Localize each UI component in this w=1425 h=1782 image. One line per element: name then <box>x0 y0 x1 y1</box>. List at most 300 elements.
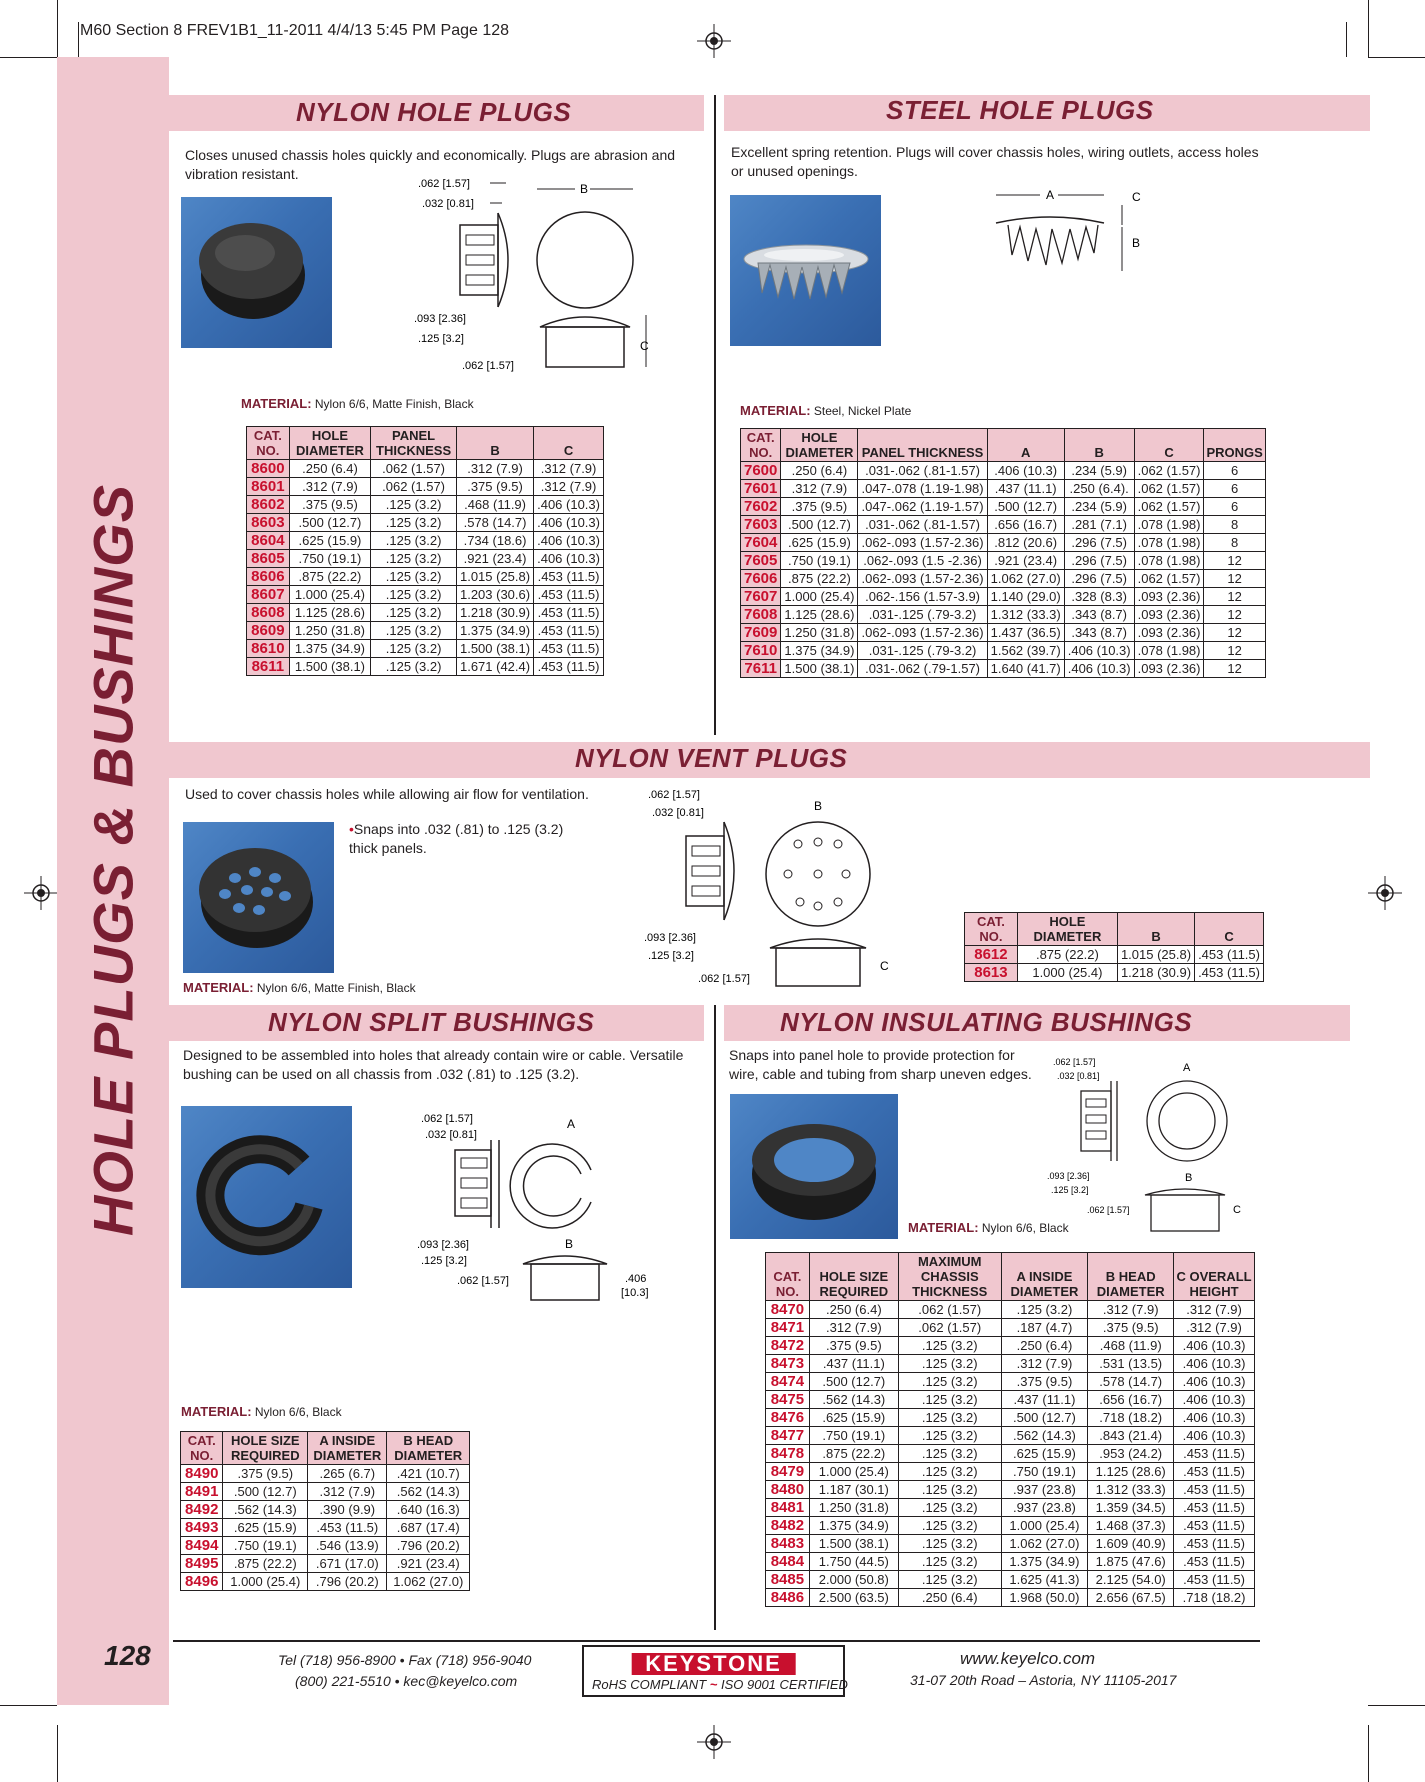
column-header: B HEAD DIAMETER <box>1088 1253 1174 1301</box>
table-cell: .796 (20.2) <box>387 1537 470 1555</box>
table-cell: .750 (19.1) <box>289 550 370 568</box>
table-cell: .312 (7.9) <box>1174 1301 1255 1319</box>
trim-mark <box>1368 57 1425 58</box>
nylon-insulating-bushings-table <box>765 1252 1255 1607</box>
table-cell: .312 (7.9) <box>534 478 604 496</box>
table-cell: .234 (5.9) <box>1064 498 1134 516</box>
address: 31-07 20th Road – Astoria, NY 11105-2017 <box>910 1672 1177 1688</box>
vent-plug-diagram <box>640 786 900 996</box>
column-header: C <box>1134 429 1204 462</box>
material-label: MATERIAL: <box>908 1220 979 1235</box>
table-cell: .031-.062 (.81-1.57) <box>858 516 987 534</box>
section-title: NYLON INSULATING BUSHINGS <box>780 1007 1193 1037</box>
table-cell: .437 (11.1) <box>1001 1391 1088 1409</box>
table-row <box>965 946 1264 964</box>
table-cell: 1.218 (30.9) <box>1117 964 1194 982</box>
column-header: C <box>1195 913 1264 946</box>
table-cell: .546 (13.9) <box>308 1537 387 1555</box>
table-cell: .921 (23.4) <box>456 550 533 568</box>
table-cell: 2.656 (67.5) <box>1088 1589 1174 1607</box>
section-title: NYLON HOLE PLUGS <box>296 97 572 127</box>
table-row <box>247 460 604 478</box>
table-cell: .062-.093 (1.57-2.36) <box>858 534 987 552</box>
table-cell: .125 (3.2) <box>371 622 457 640</box>
table-row <box>247 496 604 514</box>
table-cell: .453 (11.5) <box>1174 1553 1255 1571</box>
table-cell: 1.250 (31.8) <box>809 1499 898 1517</box>
steel-hole-plugs-table <box>740 428 1266 678</box>
table-cell: .312 (7.9) <box>1088 1301 1174 1319</box>
table-cell: .125 (3.2) <box>371 586 457 604</box>
cat-number-cell: 8475 <box>766 1391 810 1409</box>
table-cell: .047-.062 (1.19-1.57) <box>858 498 987 516</box>
cat-number-cell: 8608 <box>247 604 290 622</box>
cat-number-cell: 7604 <box>741 534 781 552</box>
table-cell: .500 (12.7) <box>223 1483 308 1501</box>
nylon-hole-plug-diagram <box>410 175 670 385</box>
table-cell: 1.500 (38.1) <box>456 640 533 658</box>
table-cell: .875 (22.2) <box>289 568 370 586</box>
section-title: NYLON VENT PLUGS <box>575 743 848 773</box>
cat-number-cell: 8600 <box>247 460 290 478</box>
cat-number-cell: 8486 <box>766 1589 810 1607</box>
material-note <box>181 1404 342 1419</box>
cat-number-cell: 8485 <box>766 1571 810 1589</box>
cat-number-cell: 8611 <box>247 658 290 676</box>
column-header: CAT. NO. <box>181 1432 223 1465</box>
table-cell: .062 (1.57) <box>1134 498 1204 516</box>
column-divider <box>714 95 716 735</box>
cat-number-cell: 7606 <box>741 570 781 588</box>
table-cell: 1.062 (27.0) <box>387 1573 470 1591</box>
dim-label: .093 [2.36] <box>414 313 466 325</box>
table-cell: .296 (7.5) <box>1064 570 1134 588</box>
trim-mark <box>1368 1725 1369 1782</box>
trim-mark <box>1368 1705 1425 1706</box>
table-cell: .453 (11.5) <box>1174 1445 1255 1463</box>
table-row <box>766 1445 1255 1463</box>
cat-number-cell: 7600 <box>741 462 781 480</box>
table-cell: .312 (7.9) <box>456 460 533 478</box>
table-cell: .093 (2.36) <box>1134 606 1204 624</box>
dim-label: .062 [1.57] <box>462 360 514 372</box>
table-cell: .078 (1.98) <box>1134 642 1204 660</box>
table-cell: .406 (10.3) <box>1174 1373 1255 1391</box>
feature-bullet <box>349 820 589 858</box>
table-cell: .296 (7.5) <box>1064 534 1134 552</box>
table-header-row <box>766 1253 1255 1301</box>
table-cell: 1.375 (34.9) <box>809 1517 898 1535</box>
table-cell: .062-.093 (1.57-2.36) <box>858 570 987 588</box>
cat-number-cell: 7608 <box>741 606 781 624</box>
table-row <box>741 588 1266 606</box>
table-cell: .125 (3.2) <box>898 1355 1001 1373</box>
table-cell: .406 (10.3) <box>534 550 604 568</box>
table-row <box>766 1517 1255 1535</box>
table-cell: 1.000 (25.4) <box>1017 964 1117 982</box>
table-cell: .453 (11.5) <box>1195 964 1264 982</box>
table-cell: .875 (22.2) <box>781 570 858 588</box>
cat-number-cell: 7601 <box>741 480 781 498</box>
cat-number-cell: 8472 <box>766 1337 810 1355</box>
table-cell: 1.203 (30.6) <box>456 586 533 604</box>
logo-box <box>582 1645 848 1697</box>
table-cell: .406 (10.3) <box>534 532 604 550</box>
table-cell: .062 (1.57) <box>1134 480 1204 498</box>
table-cell: .406 (10.3) <box>1174 1391 1255 1409</box>
table-cell: .250 (6.4) <box>289 460 370 478</box>
table-cell: .250 (6.4) <box>809 1301 898 1319</box>
table-cell: .125 (3.2) <box>898 1499 1001 1517</box>
section-description: Used to cover chassis holes while allowing air flow for ventilation. <box>185 786 589 802</box>
cat-number-cell: 8482 <box>766 1517 810 1535</box>
page-number: 128 <box>104 1640 151 1671</box>
table-cell: .062 (1.57) <box>371 478 457 496</box>
table-row <box>741 534 1266 552</box>
table-cell: 12 <box>1204 552 1265 570</box>
dim-label: .093 [2.36] <box>1047 1171 1090 1181</box>
table-row <box>247 568 604 586</box>
table-cell: 1.062 (27.0) <box>1001 1535 1088 1553</box>
table-cell: .406 (10.3) <box>534 514 604 532</box>
table-cell: 1.250 (31.8) <box>289 622 370 640</box>
cat-number-cell: 8473 <box>766 1355 810 1373</box>
column-header: B <box>456 427 533 460</box>
table-cell: .718 (18.2) <box>1174 1589 1255 1607</box>
table-cell: 1.375 (34.9) <box>289 640 370 658</box>
website-link[interactable]: www.keyelco.com <box>960 1649 1096 1668</box>
table-row <box>247 640 604 658</box>
table-cell: 12 <box>1204 642 1265 660</box>
trim-mark <box>1368 0 1369 57</box>
dim-label: B <box>580 182 589 196</box>
table-cell: .062-.093 (1.5 -2.36) <box>858 552 987 570</box>
table-row <box>766 1391 1255 1409</box>
table-cell: .093 (2.36) <box>1134 588 1204 606</box>
table-cell: 1.125 (28.6) <box>1088 1463 1174 1481</box>
table-cell: .453 (11.5) <box>1174 1499 1255 1517</box>
table-cell: .031-.062 (.81-1.57) <box>858 462 987 480</box>
table-cell: .625 (15.9) <box>223 1519 308 1537</box>
table-cell: .437 (11.1) <box>809 1355 898 1373</box>
table-cell: 1.125 (28.6) <box>781 606 858 624</box>
column-header: HOLE DIAMETER <box>781 429 858 462</box>
dim-label: .062 [1.57] <box>1087 1205 1130 1215</box>
registration-mark-icon <box>24 876 58 910</box>
table-cell: .312 (7.9) <box>809 1319 898 1337</box>
dim-label: .062 [1.57] <box>698 973 750 985</box>
table-cell: .062-.156 (1.57-3.9) <box>858 588 987 606</box>
cat-number-cell: 8496 <box>181 1573 223 1591</box>
table-row <box>181 1555 470 1573</box>
table-cell: .125 (3.2) <box>1001 1301 1088 1319</box>
table-cell: .125 (3.2) <box>371 658 457 676</box>
table-cell: .625 (15.9) <box>1001 1445 1088 1463</box>
table-cell: 1.562 (39.7) <box>987 642 1064 660</box>
table-row <box>741 462 1266 480</box>
table-cell: .390 (9.9) <box>308 1501 387 1519</box>
dim-label: C <box>1233 1204 1241 1216</box>
table-cell: .875 (22.2) <box>1017 946 1117 964</box>
cat-number-cell: 8476 <box>766 1409 810 1427</box>
table-row <box>766 1589 1255 1607</box>
table-cell: .453 (11.5) <box>1174 1535 1255 1553</box>
table-cell: .125 (3.2) <box>371 604 457 622</box>
table-cell: .406 (10.3) <box>1174 1409 1255 1427</box>
table-cell: 1.125 (28.6) <box>289 604 370 622</box>
dim-label: .062 [1.57] <box>457 1275 509 1287</box>
cat-number-cell: 8478 <box>766 1445 810 1463</box>
table-cell: .406 (10.3) <box>1064 660 1134 678</box>
cat-number-cell: 8477 <box>766 1427 810 1445</box>
table-cell: 1.625 (41.3) <box>1001 1571 1088 1589</box>
cat-number-cell: 8603 <box>247 514 290 532</box>
trim-mark <box>78 22 79 57</box>
dim-label: B <box>565 1237 574 1251</box>
table-cell: .406 (10.3) <box>1174 1427 1255 1445</box>
table-cell: 1.500 (38.1) <box>781 660 858 678</box>
table-row <box>741 516 1266 534</box>
table-row <box>766 1571 1255 1589</box>
table-cell: 2.000 (50.8) <box>809 1571 898 1589</box>
cat-number-cell: 8495 <box>181 1555 223 1573</box>
table-cell: .250 (6.4). <box>1064 480 1134 498</box>
cat-number-cell: 8470 <box>766 1301 810 1319</box>
table-cell: .625 (15.9) <box>809 1409 898 1427</box>
table-cell: .125 (3.2) <box>371 514 457 532</box>
table-row <box>766 1535 1255 1553</box>
column-header: MAXIMUM CHASSIS THICKNESS <box>898 1253 1001 1301</box>
cat-number-cell: 8605 <box>247 550 290 568</box>
table-row <box>741 552 1266 570</box>
rohs-label: RoHS COMPLIANT <box>592 1677 707 1692</box>
table-cell: .562 (14.3) <box>223 1501 308 1519</box>
table-cell: 6 <box>1204 462 1265 480</box>
table-row <box>181 1573 470 1591</box>
trim-mark <box>1346 22 1347 57</box>
table-cell: .078 (1.98) <box>1134 534 1204 552</box>
dim-label: .032 [0.81] <box>425 1129 477 1141</box>
table-cell: .453 (11.5) <box>1174 1463 1255 1481</box>
table-row <box>766 1499 1255 1517</box>
table-cell: .312 (7.9) <box>781 480 858 498</box>
table-cell: .375 (9.5) <box>781 498 858 516</box>
table-cell: .500 (12.7) <box>1001 1409 1088 1427</box>
dim-label: B <box>814 799 823 813</box>
table-cell: 1.500 (38.1) <box>809 1535 898 1553</box>
table-cell: .031-.125 (.79-3.2) <box>858 606 987 624</box>
table-cell: .265 (6.7) <box>308 1465 387 1483</box>
table-cell: 1.218 (30.9) <box>456 604 533 622</box>
table-cell: .125 (3.2) <box>898 1373 1001 1391</box>
cat-number-cell: 8610 <box>247 640 290 658</box>
material-value: Nylon 6/6, Black <box>981 1221 1069 1235</box>
table-cell: 12 <box>1204 570 1265 588</box>
table-cell: 2.125 (54.0) <box>1088 1571 1174 1589</box>
table-cell: 1.312 (33.3) <box>987 606 1064 624</box>
dim-label: B <box>1132 236 1141 250</box>
column-header: HOLE SIZE REQUIRED <box>223 1432 308 1465</box>
material-label: MATERIAL: <box>740 403 811 418</box>
table-cell: 12 <box>1204 660 1265 678</box>
table-cell: .406 (10.3) <box>534 496 604 514</box>
product-photo <box>181 1106 352 1288</box>
table-cell: 1.187 (30.1) <box>809 1481 898 1499</box>
table-cell: 1.500 (38.1) <box>289 658 370 676</box>
table-cell: .125 (3.2) <box>898 1553 1001 1571</box>
table-header-row <box>181 1432 470 1465</box>
material-note <box>740 403 911 418</box>
table-cell: .328 (8.3) <box>1064 588 1134 606</box>
table-cell: .453 (11.5) <box>534 568 604 586</box>
column-header: PRONGS <box>1204 429 1265 462</box>
cat-number-cell: 8612 <box>965 946 1018 964</box>
table-cell: .062 (1.57) <box>898 1301 1001 1319</box>
table-row <box>181 1501 470 1519</box>
table-cell: .406 (10.3) <box>987 462 1064 480</box>
column-header: A INSIDE DIAMETER <box>308 1432 387 1465</box>
trim-mark <box>0 1705 57 1706</box>
table-row <box>247 550 604 568</box>
table-cell: .453 (11.5) <box>534 604 604 622</box>
cat-number-cell: 8479 <box>766 1463 810 1481</box>
table-header-row <box>247 427 604 460</box>
table-cell: .453 (11.5) <box>1174 1481 1255 1499</box>
steel-hole-plug-diagram <box>990 185 1150 280</box>
nylon-split-bushings-table <box>180 1431 470 1591</box>
cat-number-cell: 8493 <box>181 1519 223 1537</box>
table-cell: .625 (15.9) <box>289 532 370 550</box>
table-cell: 6 <box>1204 480 1265 498</box>
table-cell: 1.000 (25.4) <box>1001 1517 1088 1535</box>
table-cell: .125 (3.2) <box>898 1427 1001 1445</box>
table-cell: .500 (12.7) <box>809 1373 898 1391</box>
cat-number-cell: 8471 <box>766 1319 810 1337</box>
cat-number-cell: 7611 <box>741 660 781 678</box>
table-cell: .437 (11.1) <box>987 480 1064 498</box>
table-row <box>766 1427 1255 1445</box>
table-cell: .500 (12.7) <box>289 514 370 532</box>
table-cell: .375 (9.5) <box>223 1465 308 1483</box>
table-cell: 1.015 (25.8) <box>456 568 533 586</box>
table-cell: .937 (23.8) <box>1001 1499 1088 1517</box>
table-row <box>766 1319 1255 1337</box>
cat-number-cell: 7610 <box>741 642 781 660</box>
table-cell: .734 (18.6) <box>456 532 533 550</box>
table-row <box>741 660 1266 678</box>
table-cell: .312 (7.9) <box>1001 1355 1088 1373</box>
dim-label: B <box>1185 1172 1193 1184</box>
split-bushing-icon <box>181 1106 352 1288</box>
dim-label: .062 [1.57] <box>418 178 470 190</box>
registration-mark-icon <box>1368 876 1402 910</box>
table-cell: 6 <box>1204 498 1265 516</box>
table-row <box>766 1409 1255 1427</box>
table-row <box>741 480 1266 498</box>
cat-number-cell: 7605 <box>741 552 781 570</box>
trim-mark <box>57 1725 58 1782</box>
table-row <box>965 964 1264 982</box>
table-cell: .078 (1.98) <box>1134 552 1204 570</box>
table-row <box>766 1463 1255 1481</box>
table-cell: 12 <box>1204 588 1265 606</box>
table-cell: .453 (11.5) <box>534 640 604 658</box>
table-row <box>181 1519 470 1537</box>
table-cell: .500 (12.7) <box>781 516 858 534</box>
cat-number-cell: 7602 <box>741 498 781 516</box>
dim-label: .125 [3.2] <box>418 333 464 345</box>
table-row <box>247 532 604 550</box>
table-cell: .453 (11.5) <box>1195 946 1264 964</box>
table-cell: .750 (19.1) <box>1001 1463 1088 1481</box>
trim-mark <box>57 0 58 57</box>
table-cell: .343 (8.7) <box>1064 606 1134 624</box>
certifications <box>592 1677 848 1692</box>
table-cell: 1.000 (25.4) <box>781 588 858 606</box>
cat-number-cell: 8491 <box>181 1483 223 1501</box>
material-label: MATERIAL: <box>181 1404 252 1419</box>
table-cell: .812 (20.6) <box>987 534 1064 552</box>
table-cell: .125 (3.2) <box>371 496 457 514</box>
material-note <box>241 396 474 411</box>
table-cell: 1.968 (50.0) <box>1001 1589 1088 1607</box>
dim-label: C <box>640 339 649 353</box>
table-cell: 1.250 (31.8) <box>781 624 858 642</box>
table-cell: .296 (7.5) <box>1064 552 1134 570</box>
table-cell: .312 (7.9) <box>1174 1319 1255 1337</box>
table-row <box>741 606 1266 624</box>
material-note <box>908 1220 1069 1235</box>
table-cell: .453 (11.5) <box>534 622 604 640</box>
table-cell: .406 (10.3) <box>1174 1355 1255 1373</box>
dim-label: .032 [0.81] <box>652 807 704 819</box>
table-cell: .062 (1.57) <box>371 460 457 478</box>
cat-number-cell: 8613 <box>965 964 1018 982</box>
material-value: Nylon 6/6, Matte Finish, Black <box>256 981 416 995</box>
table-row <box>247 586 604 604</box>
dim-label: .093 [2.36] <box>644 932 696 944</box>
table-cell: .125 (3.2) <box>371 568 457 586</box>
table-cell: 1.640 (41.7) <box>987 660 1064 678</box>
table-cell: .125 (3.2) <box>371 532 457 550</box>
dim-label: .062 [1.57] <box>648 789 700 801</box>
table-row <box>766 1553 1255 1571</box>
column-header: HOLE SIZE REQUIRED <box>809 1253 898 1301</box>
column-header: B HEAD DIAMETER <box>387 1432 470 1465</box>
cat-number-cell: 8606 <box>247 568 290 586</box>
material-value: Steel, Nickel Plate <box>813 404 912 418</box>
nylon-hole-plug-icon <box>181 197 332 348</box>
table-cell: .640 (16.3) <box>387 1501 470 1519</box>
bullet-icon: • <box>349 821 354 837</box>
side-title: HOLE PLUGS & BUSHINGS <box>81 483 145 1237</box>
table-cell: .125 (3.2) <box>371 640 457 658</box>
registration-mark-icon <box>697 1725 731 1759</box>
table-cell: .421 (10.7) <box>387 1465 470 1483</box>
table-cell: .125 (3.2) <box>898 1391 1001 1409</box>
table-cell: .125 (3.2) <box>898 1517 1001 1535</box>
table-row <box>741 570 1266 588</box>
cat-number-cell: 8481 <box>766 1499 810 1517</box>
vent-plug-icon <box>183 822 334 973</box>
section-description: Snaps into panel hole to provide protection for wire, cable and tubing from sharp uneven edges. <box>729 1047 1032 1082</box>
dim-label: C <box>1132 190 1141 204</box>
table-cell: 1.875 (47.6) <box>1088 1553 1174 1571</box>
table-cell: .453 (11.5) <box>308 1519 387 1537</box>
table-cell: .125 (3.2) <box>898 1571 1001 1589</box>
section-title: STEEL HOLE PLUGS <box>886 95 1154 125</box>
dim-label: .062 [1.57] <box>421 1113 473 1125</box>
